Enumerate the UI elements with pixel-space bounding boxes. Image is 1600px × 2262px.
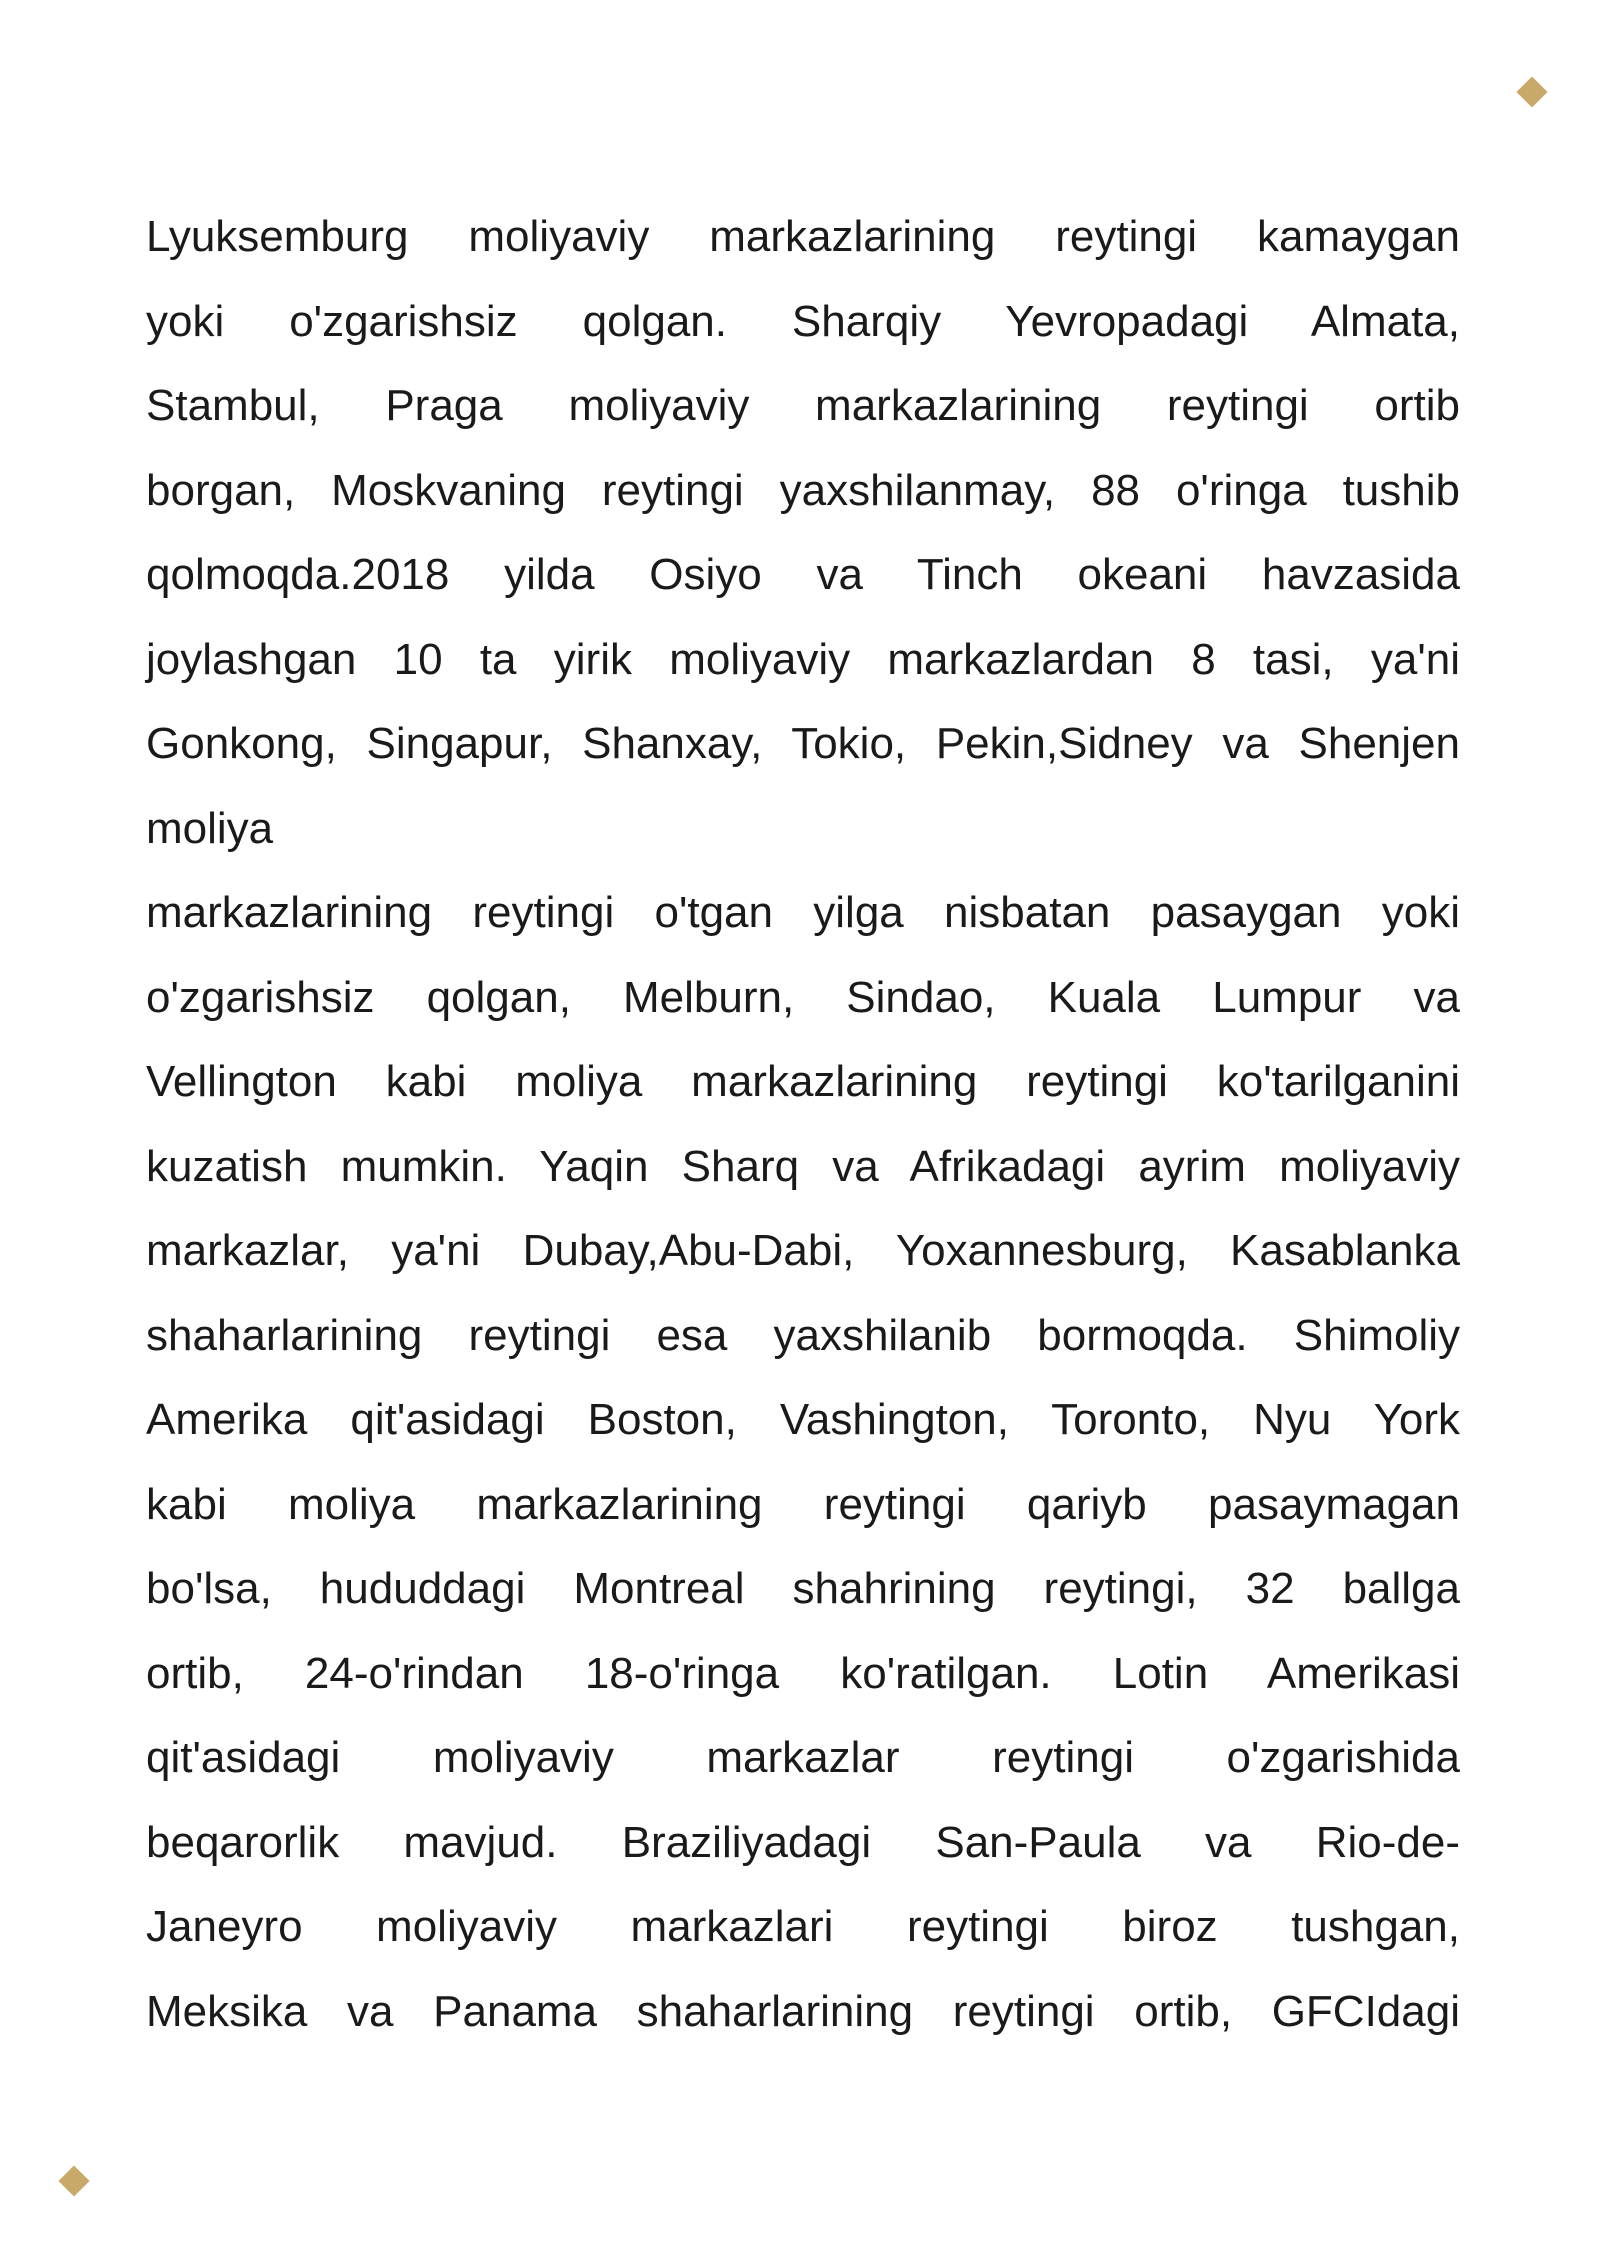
paragraph-line: ortib, 24-o'rindan 18-o'ringa ko'ratilgan. Lotin Amerikasi	[146, 1648, 1460, 1698]
paragraph-line: beqarorlik mavjud. Braziliyadagi San-Paula va Rio-de-	[146, 1817, 1460, 1867]
paragraph-line: o'zgarishsiz qolgan, Melburn, Sindao, Kuala Lumpur va	[146, 972, 1460, 1022]
paragraph-line: moliya	[146, 803, 274, 853]
paragraph-line: kuzatish mumkin. Yaqin Sharq va Afrikadagi ayrim moliyaviy	[146, 1141, 1460, 1191]
paragraph-line: qolmoqda.2018 yilda Osiyo va Tinch okeani havzasida	[146, 550, 1460, 599]
paragraph-line: borgan, Moskvaning reytingi yaxshilanmay, 88 o'ringa tushib	[146, 465, 1460, 515]
paragraph-line: qit'asidagi moliyaviy markazlar reytingi o'zgarishida	[146, 1733, 1460, 1782]
paragraph-line: Meksika va Panama shaharlarining reytingi ortib, GFCIdagi	[146, 1986, 1460, 2036]
paragraph-line: joylashgan 10 ta yirik moliyaviy markazlardan 8 tasi, ya'ni	[146, 634, 1460, 684]
body-paragraph	[146, 195, 1460, 2054]
paragraph-line: Gonkong, Singapur, Shanxay, Tokio, Pekin,Sidney va Shenjen	[146, 719, 1460, 768]
paragraph-line: Amerika qit'asidagi Boston, Vashington, Toronto, Nyu York	[146, 1395, 1460, 1444]
paragraph-line: shaharlarining reytingi esa yaxshilanib bormoqda. Shimoliy	[146, 1310, 1460, 1360]
paragraph-line: yoki o'zgarishsiz qolgan. Sharqiy Yevropadagi Almata,	[146, 296, 1460, 346]
paragraph-line: Stambul, Praga moliyaviy markazlarining reytingi ortib	[146, 381, 1460, 430]
paragraph-line: Lyuksemburg moliyaviy markazlarining reytingi kamaygan	[146, 212, 1460, 261]
paragraph-line: markazlarining reytingi o'tgan yilga nisbatan pasaygan yoki	[146, 888, 1460, 937]
paragraph-line: kabi moliya markazlarining reytingi qariyb pasaymagan	[146, 1479, 1460, 1529]
diamond-ornament-icon	[1516, 76, 1547, 107]
paragraph-line: Vellington kabi moliya markazlarining reytingi ko'tarilganini	[146, 1057, 1460, 1106]
diamond-ornament-icon	[58, 2165, 89, 2196]
paragraph-line: Janeyro moliyaviy markazlari reytingi biroz tushgan,	[146, 1902, 1460, 1951]
paragraph-line: bo'lsa, hududdagi Montreal shahrining reytingi, 32 ballga	[146, 1564, 1460, 1613]
paragraph-line: markazlar, ya'ni Dubay,Abu-Dabi, Yoxannesburg, Kasablanka	[146, 1226, 1460, 1275]
